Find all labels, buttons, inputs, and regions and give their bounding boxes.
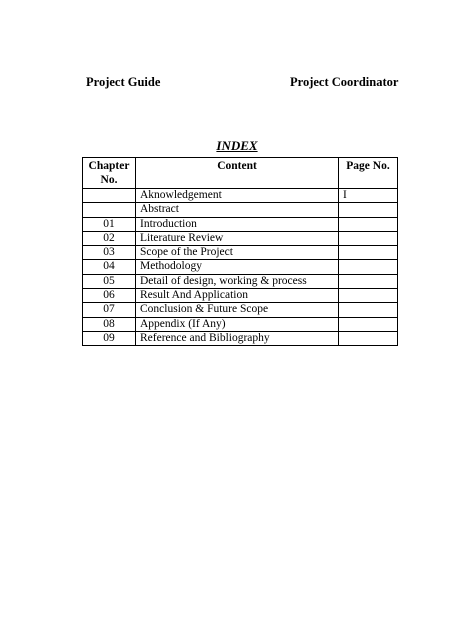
page-cell [339,317,398,331]
table-row [83,231,398,245]
page-cell [339,260,398,274]
index-table [82,157,398,346]
page-cell [339,289,398,303]
page-cell [339,274,398,288]
table-row [83,260,398,274]
chapter-cell: 09 [83,331,136,345]
page-cell [339,303,398,317]
page-cell [339,231,398,245]
content-cell: Detail of design, working & process [136,274,339,288]
chapter-no-header: Chapter No. [83,158,136,189]
chapter-cell: 03 [83,246,136,260]
page-cell [339,246,398,260]
page-cell [339,203,398,217]
table-row [83,289,398,303]
table-row [83,246,398,260]
chapter-cell: 07 [83,303,136,317]
table-row [83,217,398,231]
chapter-cell: 05 [83,274,136,288]
page-no-header: Page No. [339,158,398,189]
table-row [83,274,398,288]
chapter-cell [83,189,136,203]
content-cell: Reference and Bibliography [136,331,339,345]
chapter-cell [83,203,136,217]
table-row [83,189,398,203]
content-cell: Introduction [136,217,339,231]
content-cell: Result And Application [136,289,339,303]
table-row [83,317,398,331]
table-row [83,203,398,217]
content-cell: Appendix (If Any) [136,317,339,331]
chapter-cell: 06 [83,289,136,303]
chapter-cell: 04 [83,260,136,274]
content-cell: Aknowledgement [136,189,339,203]
content-header: Content [136,158,339,189]
content-cell: Literature Review [136,231,339,245]
content-cell: Methodology [136,260,339,274]
content-cell: Scope of the Project [136,246,339,260]
page-cell [339,217,398,231]
page-cell: I [339,189,398,203]
content-cell: Conclusion & Future Scope [136,303,339,317]
index-title: INDEX [216,138,258,153]
page-cell [339,331,398,345]
index-header-row [83,158,398,189]
chapter-cell: 08 [83,317,136,331]
chapter-cell: 01 [83,217,136,231]
content-cell: Abstract [136,203,339,217]
chapter-cell: 02 [83,231,136,245]
project-coordinator-label: Project Coordinator [290,75,399,89]
table-row [83,303,398,317]
table-row [83,331,398,345]
project-guide-label: Project Guide [86,75,161,89]
